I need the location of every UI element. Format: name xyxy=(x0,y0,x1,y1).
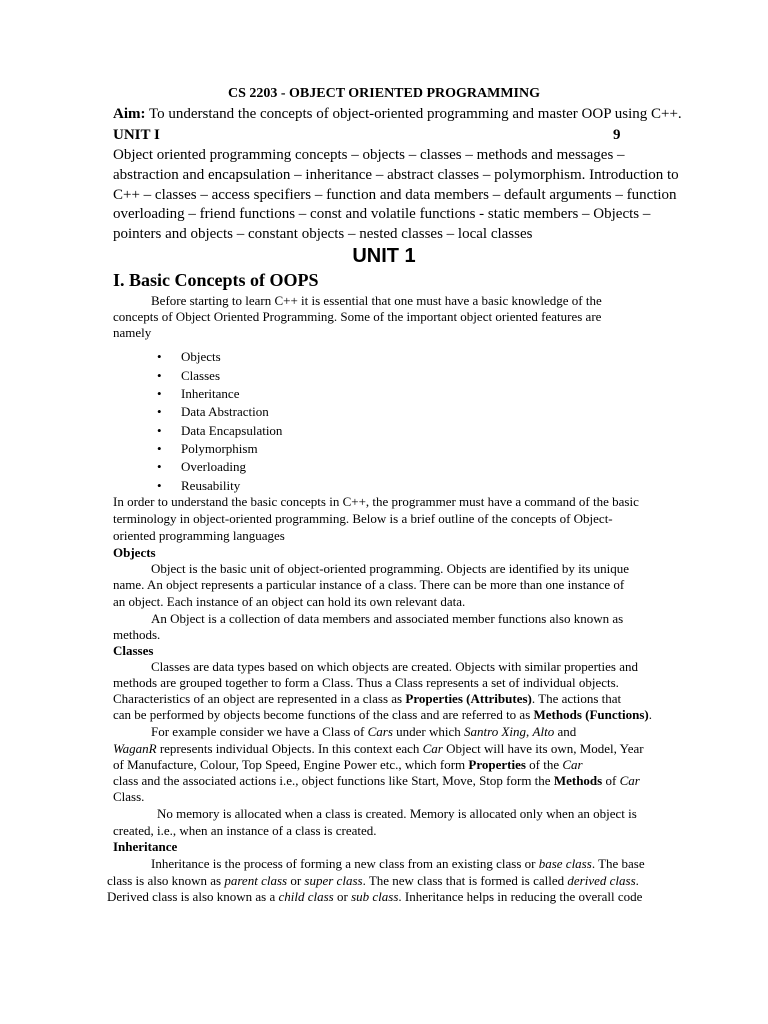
intro-line: concepts of Object Oriented Programming. Some of the important object oriented features are xyxy=(113,309,602,324)
bullet-icon: • xyxy=(157,478,162,493)
example-text: of the xyxy=(525,757,563,772)
sub-class-term: sub class xyxy=(351,889,399,904)
example-line xyxy=(151,724,576,740)
inheritance-line xyxy=(107,873,639,889)
objects-line: Object is the basic unit of object-oriented programming. Objects are identified by its unique xyxy=(151,561,629,576)
unit-hours: 9 xyxy=(613,127,621,143)
inheritance-text: . The new class that is formed is called xyxy=(362,873,568,888)
car-term: Car xyxy=(619,773,640,788)
classes-line xyxy=(113,691,621,707)
inheritance-text: . xyxy=(635,873,639,888)
example-text: of Manufacture, Colour, Top Speed, Engine Power etc., which form xyxy=(113,757,469,772)
feature-label: Inheritance xyxy=(181,386,240,401)
example-text: , xyxy=(526,724,530,739)
example-text: Object will have its own, Model, Year xyxy=(442,741,644,756)
intro-line: namely xyxy=(113,325,152,340)
order-line: oriented programming languages xyxy=(113,528,285,543)
feature-label: Overloading xyxy=(181,459,246,474)
derived-class-term: derived class xyxy=(567,873,636,888)
feature-item xyxy=(157,423,282,439)
inheritance-heading: Inheritance xyxy=(113,839,178,854)
classes-text: can be performed by objects become functions of the class and are referred to as xyxy=(113,707,534,722)
child-class-term: child class xyxy=(278,889,334,904)
feature-item xyxy=(157,441,258,457)
inheritance-text: . Inheritance helps in reducing the overall code xyxy=(398,889,643,904)
bullet-icon: • xyxy=(157,423,162,438)
objects-line: name. An object represents a particular instance of a class. There can be more than one instance of xyxy=(113,577,625,592)
order-line: In order to understand the basic concepts in C++, the programmer must have a command of the basic xyxy=(113,494,639,509)
feature-label: Classes xyxy=(181,368,220,383)
inheritance-text: or xyxy=(287,873,305,888)
example-line xyxy=(113,757,583,773)
cars-term: Cars xyxy=(367,724,393,739)
syllabus-line: pointers and objects – constant objects – nested classes – local classes xyxy=(113,226,533,242)
order-line: terminology in object-oriented programming. Below is a brief outline of the concepts of Object- xyxy=(113,511,613,526)
parent-class-term: parent class xyxy=(224,873,288,888)
syllabus-line: overloading – friend functions – const and volatile functions - static members – Objects – xyxy=(113,206,651,222)
bullet-icon: • xyxy=(157,368,162,383)
classes-heading: Classes xyxy=(113,643,154,658)
feature-item xyxy=(157,368,220,384)
memory-line: No memory is allocated when a class is created. Memory is allocated only when an object is xyxy=(157,806,637,821)
inheritance-text: Inheritance is the process of forming a new class from an existing class or xyxy=(151,856,539,871)
syllabus-line: abstraction and encapsulation – inheritance – abstract classes – polymorphism. Introduction to xyxy=(113,167,679,183)
example-text: and xyxy=(554,724,577,739)
course-title: CS 2203 - OBJECT ORIENTED PROGRAMMING xyxy=(227,86,541,101)
feature-item xyxy=(157,478,240,494)
bullet-icon: • xyxy=(157,404,162,419)
classes-text: . The actions that xyxy=(531,691,622,706)
classes-line xyxy=(113,707,652,723)
unit-title: UNIT 1 xyxy=(352,245,416,267)
section-title: I. Basic Concepts of OOPS xyxy=(113,270,319,290)
classes-line: methods are grouped together to form a Class. Thus a Class represents a set of individual objects. xyxy=(113,675,619,690)
objects-line: an object. Each instance of an object can hold its own relevant data. xyxy=(113,594,466,609)
example-text: class and the associated actions i.e., object functions like Start, Move, Stop form the xyxy=(113,773,554,788)
classes-text: Characteristics of an object are represented in a class as xyxy=(113,691,406,706)
base-class-term: base class xyxy=(538,856,592,871)
example-text: represents individual Objects. In this context each xyxy=(156,741,423,756)
example-text: of xyxy=(602,773,620,788)
alto-term: Alto xyxy=(532,724,555,739)
feature-item xyxy=(157,349,221,365)
example-text: under which xyxy=(392,724,465,739)
inheritance-text: Derived class is also known as a xyxy=(107,889,279,904)
car-term: Car xyxy=(422,741,443,756)
classes-text: . xyxy=(648,707,652,722)
properties-term: Properties (Attributes) xyxy=(405,691,532,706)
example-line xyxy=(113,773,640,789)
feature-item xyxy=(157,404,269,420)
inheritance-line xyxy=(151,856,645,872)
memory-line: created, i.e., when an instance of a class is created. xyxy=(113,823,377,838)
objects-heading: Objects xyxy=(113,545,156,560)
intro-line: Before starting to learn C++ it is essential that one must have a basic knowledge of the xyxy=(151,293,602,308)
methods-term: Methods xyxy=(553,773,603,788)
properties-term: Properties xyxy=(468,757,526,772)
feature-label: Polymorphism xyxy=(181,441,258,456)
example-line xyxy=(113,741,644,757)
bullet-icon: • xyxy=(157,459,162,474)
feature-label: Objects xyxy=(181,349,221,364)
feature-label: Reusability xyxy=(181,478,241,493)
example-line: Class. xyxy=(113,789,145,804)
feature-label: Data Encapsulation xyxy=(181,423,283,438)
methods-term: Methods (Functions) xyxy=(533,707,649,722)
objects-line: An Object is a collection of data members and associated member functions also known as xyxy=(151,611,624,626)
feature-item xyxy=(157,459,246,475)
syllabus-line: Object oriented programming concepts – objects – classes – methods and messages – xyxy=(113,147,625,163)
objects-line: methods. xyxy=(113,627,161,642)
inheritance-text: class is also known as xyxy=(107,873,225,888)
inheritance-line xyxy=(107,889,642,905)
classes-line: Classes are data types based on which objects are created. Objects with similar properties and xyxy=(151,659,638,674)
aim-line xyxy=(113,106,682,123)
feature-label: Data Abstraction xyxy=(181,404,269,419)
example-text: For example consider we have a Class of xyxy=(151,724,368,739)
wagon-term: WaganR xyxy=(113,741,157,756)
car-term: Car xyxy=(562,757,583,772)
super-class-term: super class xyxy=(304,873,363,888)
bullet-icon: • xyxy=(157,441,162,456)
feature-item xyxy=(157,386,239,402)
bullet-icon: • xyxy=(157,349,162,364)
inheritance-text: or xyxy=(333,889,352,904)
santro-term: Santro Xing xyxy=(464,724,527,739)
aim-text: To understand the concepts of object-oriented programming and master OOP using C++. xyxy=(145,106,682,122)
inheritance-text: . The base xyxy=(591,856,645,871)
syllabus-line: C++ – classes – access specifiers – function and data members – default arguments – function xyxy=(113,187,677,203)
aim-label: Aim: xyxy=(113,106,146,122)
unit-label: UNIT I xyxy=(113,127,160,143)
bullet-icon: • xyxy=(157,386,162,401)
